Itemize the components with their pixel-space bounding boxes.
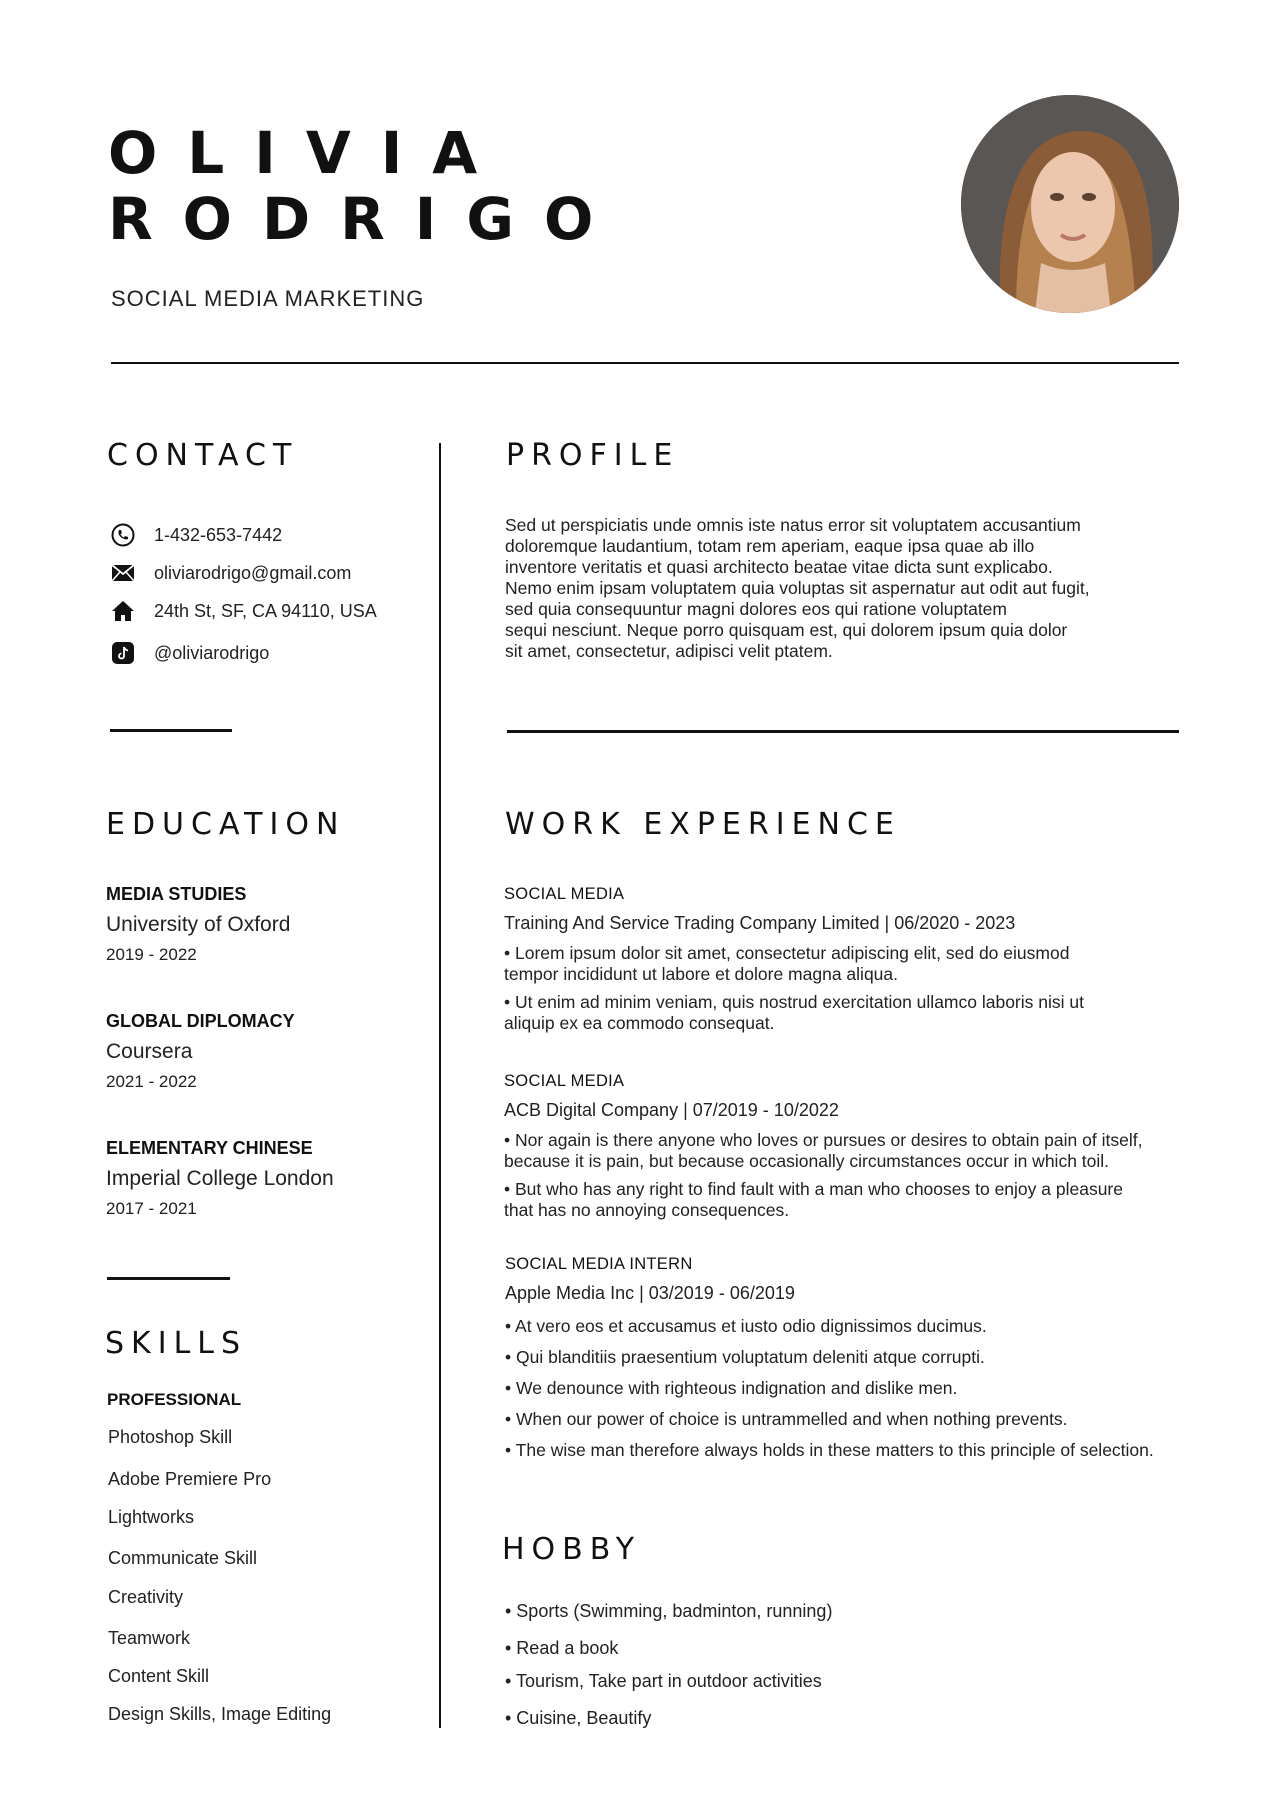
skill-item: Content Skill xyxy=(108,1666,210,1686)
portrait-image xyxy=(961,95,1179,313)
skill-item: Design Skills, Image Editing xyxy=(108,1704,332,1724)
job-company: Apple Media Inc | 03/2019 - 06/2019 xyxy=(505,1283,795,1303)
job-bullet: • But who has any right to find fault with a man who chooses to enjoy a pleasure that has no annoying consequences. xyxy=(504,1179,1123,1220)
home-icon xyxy=(110,598,136,624)
last-name: RODRIGO xyxy=(108,185,624,253)
job-bullet: • The wise man therefore always holds in these matters to this principle of selection. xyxy=(505,1440,1154,1460)
hobby-item: • Tourism, Take part in outdoor activities xyxy=(505,1671,822,1691)
tiktok-icon xyxy=(110,640,136,666)
profile-heading: PROFILE xyxy=(506,438,680,473)
hobby-item: • Read a book xyxy=(505,1638,619,1658)
profile-line: Sed ut perspiciatis unde omnis iste natus error sit voluptatem accusantium xyxy=(505,515,1081,535)
email-address[interactable]: oliviarodrigo@gmail.com xyxy=(154,562,352,583)
social-handle[interactable]: @oliviarodrigo xyxy=(154,642,270,663)
job-entry xyxy=(504,885,1244,1034)
job-title: SOCIAL MEDIA xyxy=(504,1072,625,1090)
education-degree: ELEMENTARY CHINESE xyxy=(106,1138,313,1158)
profile-divider xyxy=(507,730,1179,733)
education-years: 2019 - 2022 xyxy=(106,945,197,964)
contact-phone xyxy=(110,520,377,550)
contact-list xyxy=(110,520,377,668)
first-name: OLIVIA xyxy=(108,119,508,187)
job-bullet: • Ut enim ad minim veniam, quis nostrud exercitation ullamco laboris nisi ut aliquip ex ea commodo consequat. xyxy=(504,992,1084,1033)
profile-text xyxy=(505,515,1185,662)
profile-line: sed quia consequuntur magni dolores eos qui ratione voluptatem xyxy=(505,599,1007,619)
skill-item: Communicate Skill xyxy=(108,1548,258,1568)
contact-address xyxy=(110,596,377,626)
job-bullet: • At vero eos et accusamus et iusto odio dignissimos ducimus. xyxy=(505,1316,987,1336)
job-company: ACB Digital Company | 07/2019 - 10/2022 xyxy=(504,1100,839,1120)
education-school: Imperial College London xyxy=(106,1167,334,1190)
profile-line: sequi nesciunt. Neque porro quisquam est, qui dolorem ipsum quia dolor xyxy=(505,620,1068,640)
profile-line: inventore veritatis et quasi architecto beatae vitae dicta sunt explicabo. xyxy=(505,557,1053,577)
education-item xyxy=(106,1138,334,1219)
job-bullet: • Nor again is there anyone who loves or pursues or desires to obtain pain of itself, because it is pain, but because occasionally circumstances occur in which toil. xyxy=(504,1130,1143,1171)
profile-line: doloremque laudantium, totam rem aperiam, eaque ipsa quae ab illo xyxy=(505,536,1035,556)
profile-line: Nemo enim ipsam voluptatem quia voluptas sit aspernatur aut odit aut fugit, xyxy=(505,578,1090,598)
hobby-heading: HOBBY xyxy=(502,1532,642,1567)
job-entry xyxy=(505,1255,1265,1461)
education-divider xyxy=(107,1277,230,1280)
job-bullet: • When our power of choice is untrammelled and when nothing prevents. xyxy=(505,1409,1068,1429)
phone-icon xyxy=(110,522,136,548)
education-degree: GLOBAL DIPLOMACY xyxy=(106,1011,295,1031)
work-heading: WORK EXPERIENCE xyxy=(505,807,901,842)
job-role: SOCIAL MEDIA MARKETING xyxy=(111,286,425,311)
education-heading: EDUCATION xyxy=(106,807,346,842)
job-bullet: • Qui blanditiis praesentium voluptatum deleniti atque corrupti. xyxy=(505,1347,985,1367)
job-entry xyxy=(504,1072,1244,1221)
contact-social xyxy=(110,638,377,668)
skill-item: Creativity xyxy=(108,1587,184,1607)
skills-category: PROFESSIONAL xyxy=(107,1390,242,1409)
skills-heading: SKILLS xyxy=(105,1326,248,1361)
profile-photo xyxy=(961,95,1179,313)
job-bullet: • Lorem ipsum dolor sit amet, consectetur adipiscing elit, sed do eiusmod tempor incididunt ut labore et dolore magna aliqua. xyxy=(504,943,1070,984)
education-item xyxy=(106,884,290,965)
street-address: 24th St, SF, CA 94110, USA xyxy=(154,600,377,621)
skill-item: Adobe Premiere Pro xyxy=(108,1469,272,1489)
education-item xyxy=(106,1011,295,1092)
hobby-item: • Sports (Swimming, badminton, running) xyxy=(505,1601,833,1621)
contact-heading: CONTACT xyxy=(107,438,299,473)
hobby-item: • Cuisine, Beautify xyxy=(505,1708,652,1728)
education-years: 2017 - 2021 xyxy=(106,1199,197,1218)
contact-email xyxy=(110,558,377,588)
education-school: University of Oxford xyxy=(106,913,291,936)
skill-item: Teamwork xyxy=(108,1628,191,1648)
profile-line: sit amet, consectetur, adipisci velit ptatem. xyxy=(505,641,833,661)
job-bullet: • We denounce with righteous indignation and dislike men. xyxy=(505,1378,958,1398)
skill-item: Photoshop Skill xyxy=(108,1427,233,1447)
column-divider xyxy=(439,443,441,1728)
header-divider xyxy=(111,362,1179,364)
job-title: SOCIAL MEDIA INTERN xyxy=(505,1255,693,1273)
skill-item: Lightworks xyxy=(108,1507,195,1527)
job-company: Training And Service Trading Company Limited | 06/2020 - 2023 xyxy=(504,913,1016,933)
education-degree: MEDIA STUDIES xyxy=(106,884,247,904)
contact-divider xyxy=(110,729,232,732)
job-title: SOCIAL MEDIA xyxy=(504,885,625,903)
education-school: Coursera xyxy=(106,1040,193,1063)
education-years: 2021 - 2022 xyxy=(106,1072,197,1091)
phone-number[interactable]: 1-432-653-7442 xyxy=(154,524,283,545)
envelope-icon xyxy=(110,560,136,586)
